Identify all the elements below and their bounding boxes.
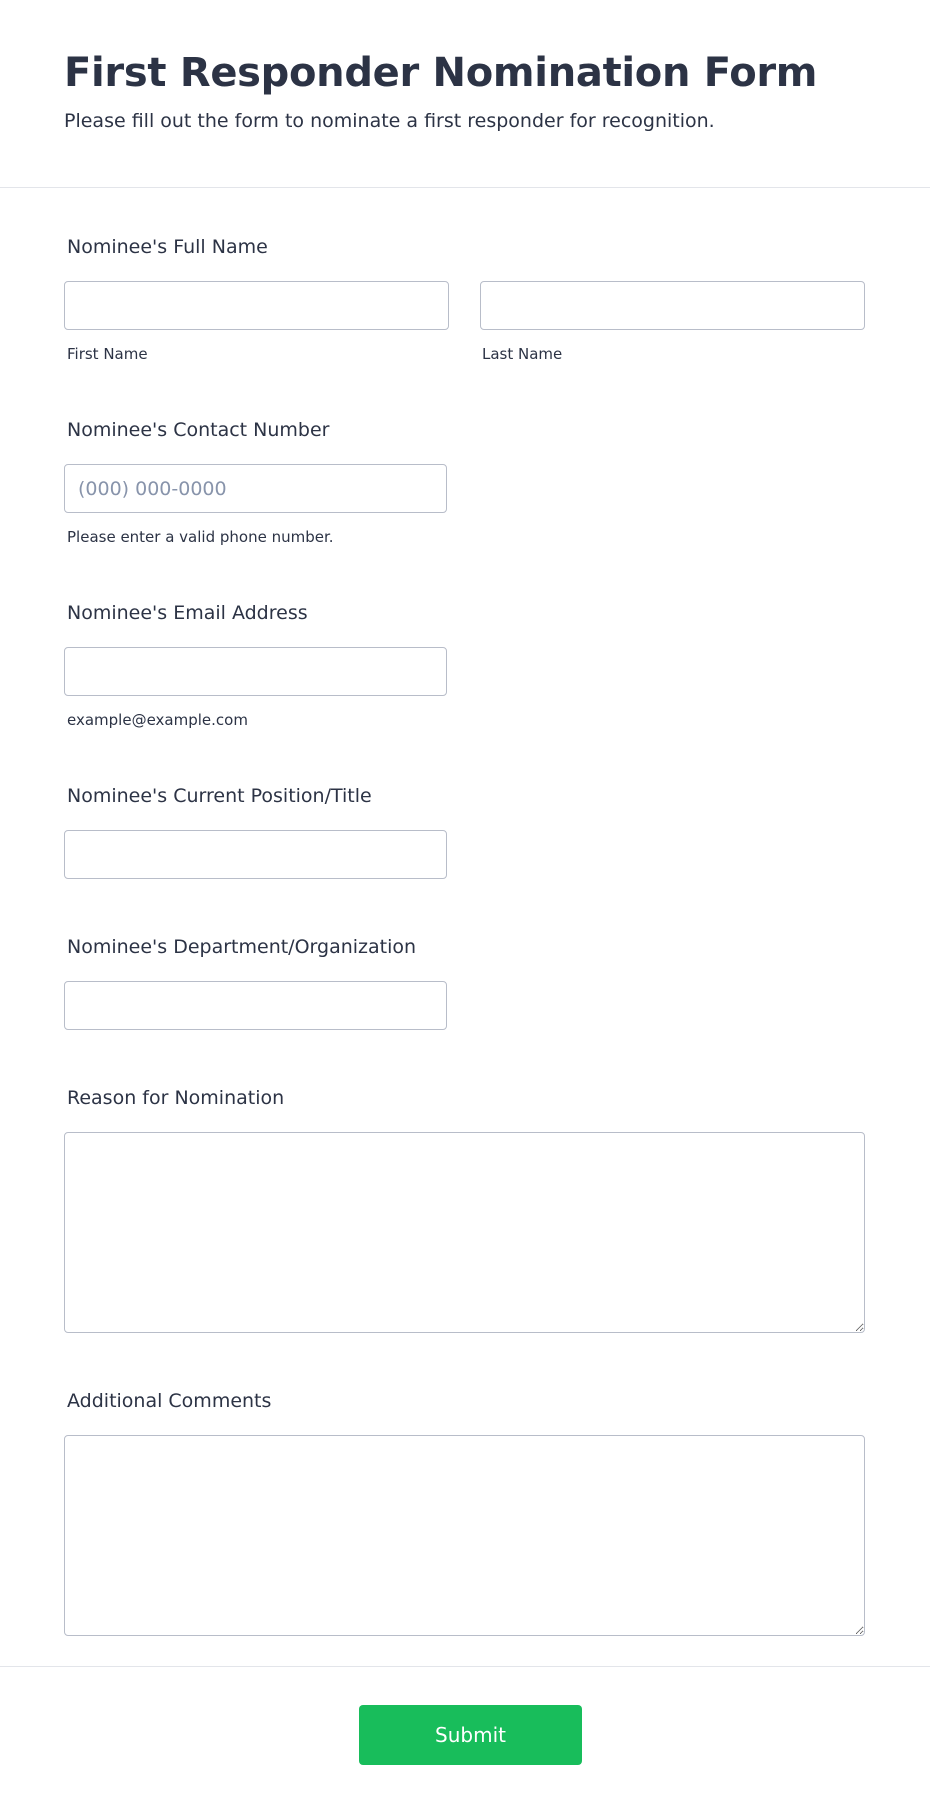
reason-textarea[interactable] — [64, 1132, 865, 1333]
last-name-input[interactable] — [480, 281, 865, 330]
form-subtitle: Please fill out the form to nominate a first responder for recognition. — [64, 110, 715, 132]
email-label: Nominee's Email Address — [67, 602, 308, 624]
first-name-input[interactable] — [64, 281, 449, 330]
department-input[interactable] — [64, 981, 447, 1030]
form-header — [0, 0, 930, 188]
phone-input[interactable] — [64, 464, 447, 513]
contact-number-label: Nominee's Contact Number — [67, 419, 330, 441]
last-name-sublabel: Last Name — [482, 345, 563, 363]
email-input[interactable] — [64, 647, 447, 696]
full-name-label: Nominee's Full Name — [67, 236, 268, 258]
position-label: Nominee's Current Position/Title — [67, 785, 372, 807]
form-title: First Responder Nomination Form — [64, 50, 818, 96]
form-footer — [0, 1666, 930, 1814]
email-sublabel: example@example.com — [67, 711, 248, 729]
comments-label: Additional Comments — [67, 1390, 272, 1412]
submit-button[interactable]: Submit — [359, 1705, 582, 1765]
position-input[interactable] — [64, 830, 447, 879]
phone-sublabel: Please enter a valid phone number. — [67, 528, 334, 546]
department-label: Nominee's Department/Organization — [67, 936, 417, 958]
first-name-sublabel: First Name — [67, 345, 148, 363]
comments-textarea[interactable] — [64, 1435, 865, 1636]
reason-label: Reason for Nomination — [67, 1087, 285, 1109]
